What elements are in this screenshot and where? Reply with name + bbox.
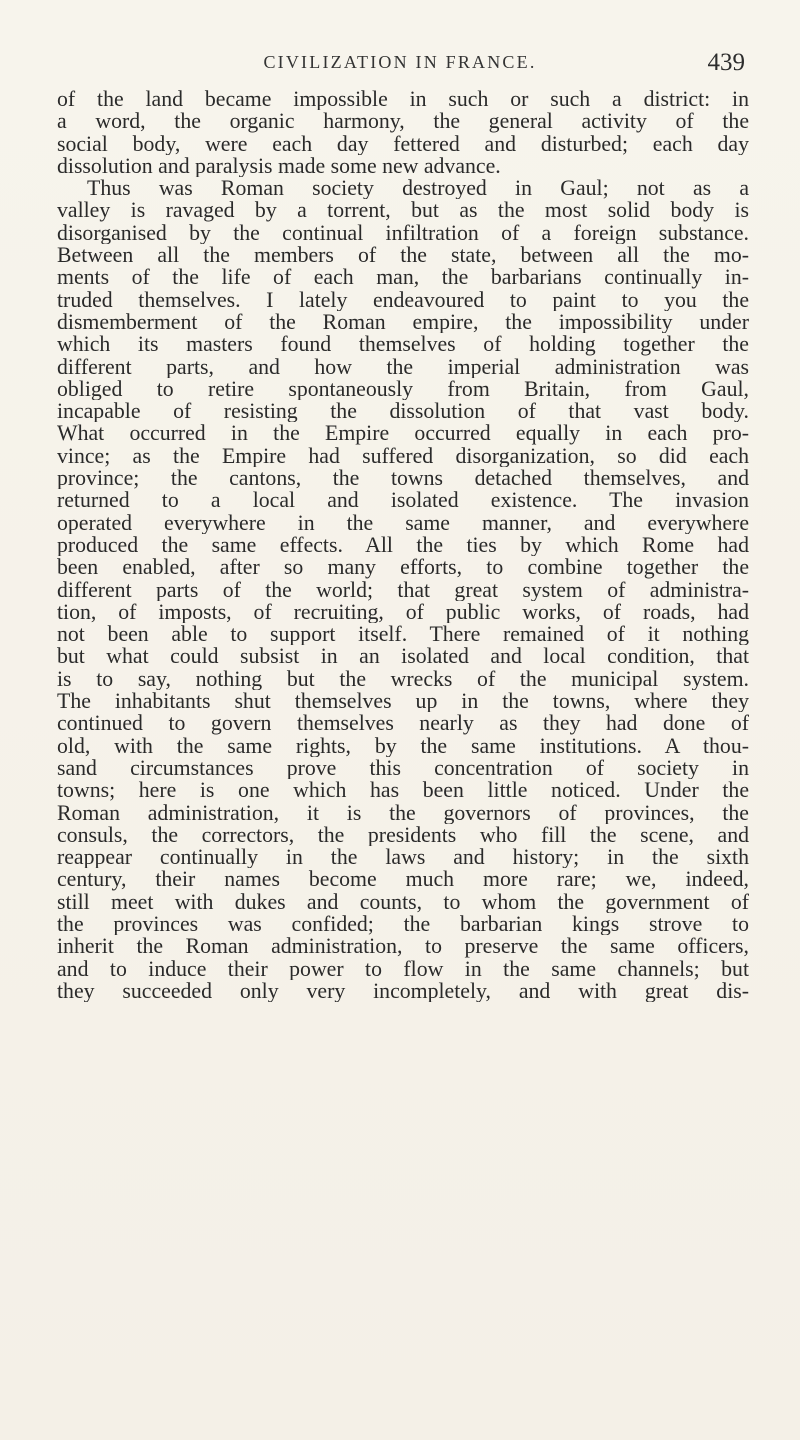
text-line: century, their names become much more rare; we, indeed,: [57, 868, 749, 891]
text-line: inherit the Roman administration, to preserve the same officers,: [57, 935, 749, 958]
text-line: province; the cantons, the towns detached themselves, and: [57, 467, 749, 490]
text-line: produced the same effects. All the ties by which Rome had: [57, 533, 749, 557]
text-line: of the land became impossible in such or such a district: in: [57, 88, 749, 111]
text-line: The inhabitants shut themselves up in the towns, where they: [57, 690, 749, 713]
text-line: truded themselves. I lately endeavoured to paint to you the: [57, 288, 749, 311]
text-line: the provinces was confided; the barbarian kings strove to: [57, 912, 749, 936]
text-line: dissolution and paralysis made some new advance.: [57, 154, 501, 178]
text-line: ments of the life of each man, the barbarians continually in-: [57, 266, 749, 289]
text-line: different parts of the world; that great system of administra-: [57, 578, 749, 601]
text-line: still meet with dukes and counts, to whom the government of: [57, 890, 749, 913]
text-line: dismemberment of the Roman empire, the impossibility under: [57, 310, 749, 334]
text-line: but what could subsist in an isolated and local condition, that: [57, 645, 749, 668]
text-line: tion, of imposts, of recruiting, of public works, of roads, had: [57, 600, 749, 624]
text-line: consuls, the correctors, the presidents who fill the scene, and: [57, 823, 749, 847]
text-line: What occurred in the Empire occurred equally in each pro-: [57, 422, 749, 445]
text-line: which its masters found themselves of holding together the: [57, 333, 749, 356]
page-number: 439: [707, 49, 745, 76]
text-line: a word, the organic harmony, the general activity of the: [57, 110, 749, 133]
text-line: continued to govern themselves nearly as they had done of: [57, 712, 749, 735]
text-line: and to induce their power to flow in the same channels; but: [57, 957, 749, 980]
text-line: obliged to retire spontaneously from Britain, from Gaul,: [57, 377, 749, 401]
text-line: Between all the members of the state, between all the mo-: [57, 244, 749, 267]
text-line: different parts, and how the imperial administration was: [57, 355, 749, 378]
text-line: sand circumstances prove this concentration of society in: [57, 756, 749, 780]
text-line: they succeeded only very incompletely, and with great dis-: [57, 979, 749, 1003]
text-line: valley is ravaged by a torrent, but as the most solid body is: [57, 199, 749, 222]
text-line: Roman administration, it is the governors of provinces, the: [57, 801, 749, 824]
text-line: old, with the same rights, by the same institutions. A thou-: [57, 734, 749, 757]
text-line: is to say, nothing but the wrecks of the municipal system.: [57, 667, 749, 691]
text-line: incapable of resisting the dissolution of that vast body.: [57, 400, 749, 423]
text-line: not been able to support itself. There remained of it nothing: [57, 623, 749, 646]
running-head: [0, 49, 800, 82]
text-line: disorganised by the continual infiltration of a foreign substance.: [57, 221, 749, 245]
text-line: vince; as the Empire had suffered disorganization, so did each: [57, 444, 749, 468]
running-title: CIVILIZATION IN FRANCE.: [263, 52, 537, 72]
text-line: operated everywhere in the same manner, and everywhere: [57, 511, 749, 534]
text-line: social body, were each day fettered and disturbed; each day: [57, 132, 749, 155]
text-line: been enabled, after so many efforts, to combine together the: [57, 556, 749, 579]
text-line: Thus was Roman society destroyed in Gaul; not as a: [87, 177, 749, 200]
body-text: [57, 88, 749, 1002]
text-line: towns; here is one which has been little noticed. Under the: [57, 779, 749, 802]
text-line: reappear continually in the laws and history; in the sixth: [57, 846, 749, 869]
text-line: returned to a local and isolated existence. The invasion: [57, 489, 749, 512]
